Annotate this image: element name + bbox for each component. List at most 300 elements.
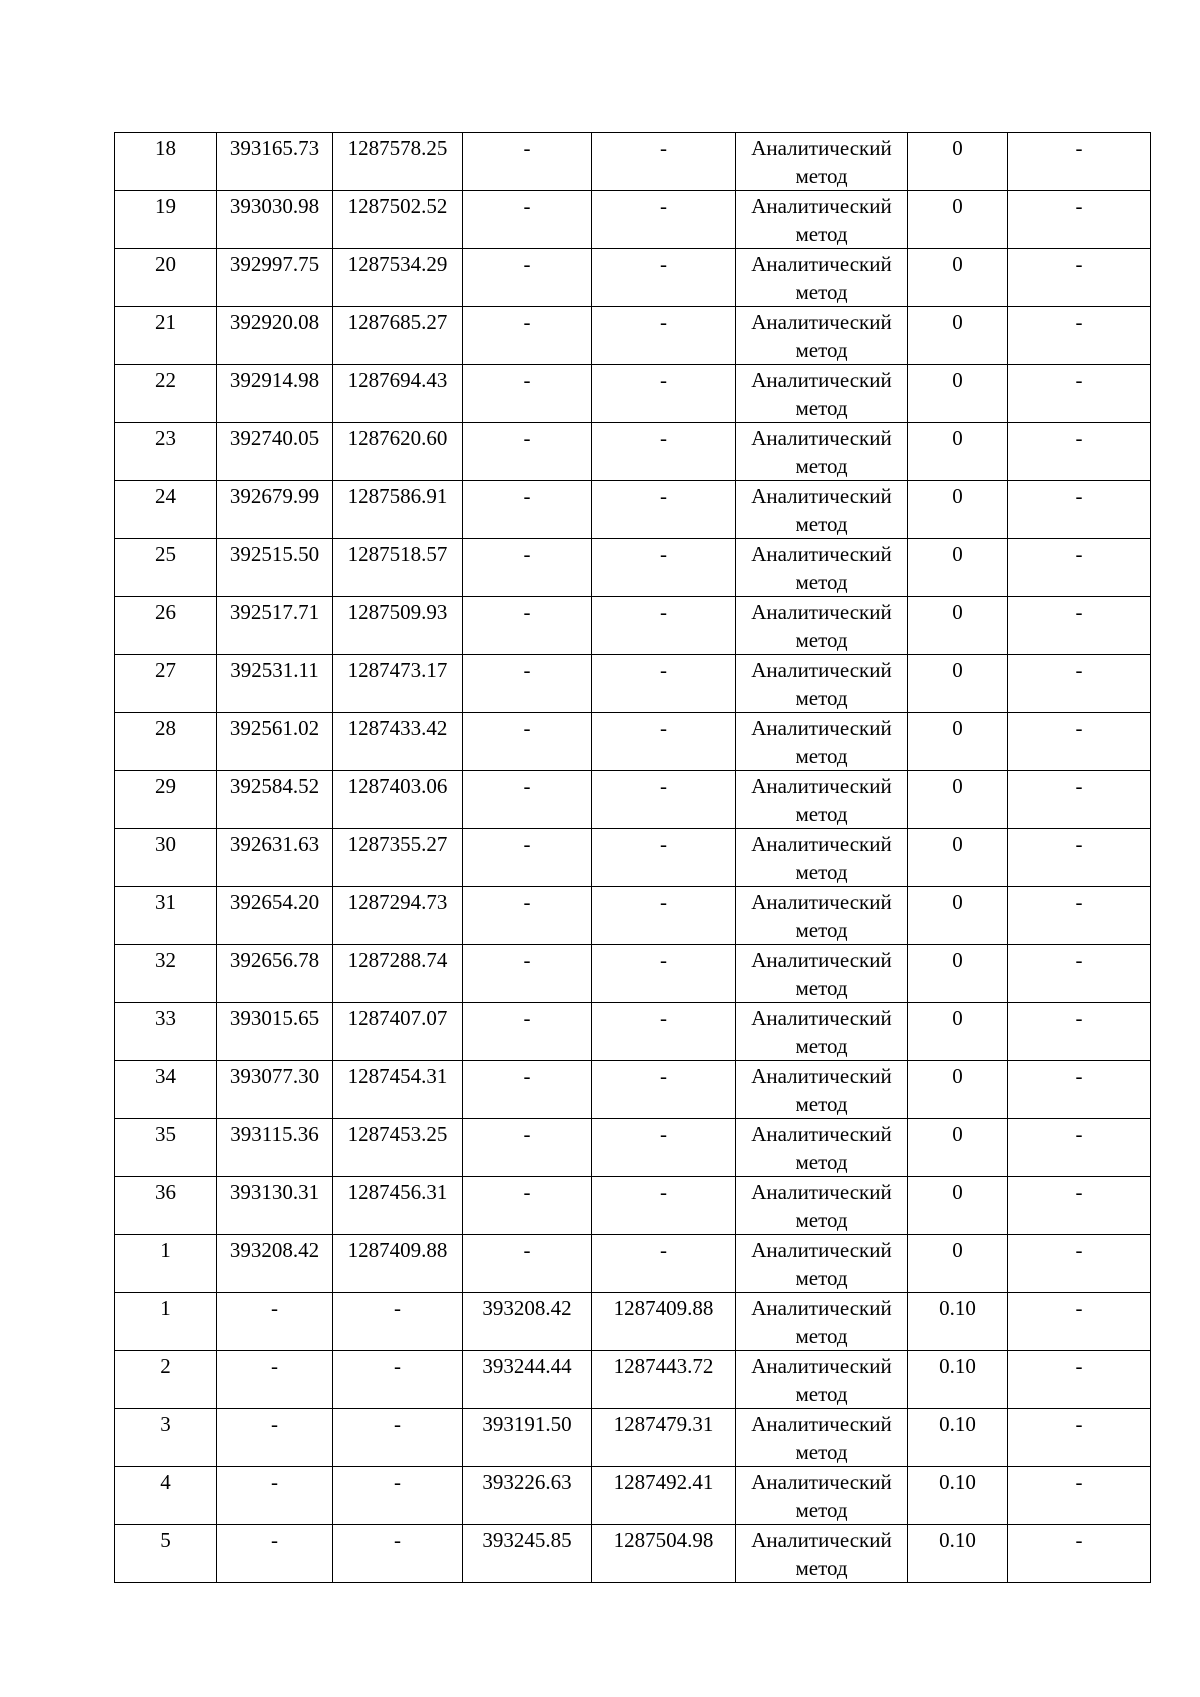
y-old-text: 1287456.31 [347, 1180, 448, 1204]
cell-method [736, 249, 908, 307]
method-text: Аналитический метод [751, 310, 892, 362]
cell-method [736, 713, 908, 771]
table-row [115, 1409, 1151, 1467]
x-new-text: 393244.44 [482, 1354, 572, 1378]
x-old-text: - [271, 1296, 278, 1320]
point-number-text: 19 [155, 194, 176, 218]
cell-note [1008, 1293, 1151, 1351]
table-row [115, 365, 1151, 423]
cell-accuracy [908, 713, 1008, 771]
cell-x-new [463, 1525, 592, 1583]
cell-x-new [463, 1467, 592, 1525]
y-new-text: - [660, 658, 667, 682]
method-text: Аналитический метод [751, 542, 892, 594]
y-new-text: 1287443.72 [613, 1354, 714, 1378]
accuracy-text: 0 [952, 484, 963, 508]
cell-y-old [333, 1525, 463, 1583]
y-old-text: 1287294.73 [347, 890, 448, 914]
cell-accuracy [908, 191, 1008, 249]
cell-point-number [115, 1525, 217, 1583]
y-new-text: 1287409.88 [613, 1296, 714, 1320]
cell-y-old [333, 1409, 463, 1467]
x-new-text: - [523, 832, 531, 856]
cell-y-old [333, 887, 463, 945]
cell-note [1008, 1177, 1151, 1235]
x-new-text: - [523, 368, 531, 392]
point-number-text: 30 [155, 832, 176, 856]
note-text: - [1075, 310, 1083, 334]
y-old-text: 1287473.17 [347, 658, 448, 682]
x-new-text: - [523, 716, 531, 740]
accuracy-text: 0 [952, 1180, 963, 1204]
cell-x-old [217, 1351, 333, 1409]
cell-y-old [333, 1061, 463, 1119]
x-new-text: - [523, 948, 531, 972]
x-new-text: - [523, 194, 531, 218]
note-text: - [1075, 426, 1083, 450]
cell-y-new [592, 771, 736, 829]
x-new-text: - [523, 252, 531, 276]
cell-x-new [463, 1119, 592, 1177]
cell-method [736, 423, 908, 481]
cell-accuracy [908, 887, 1008, 945]
cell-x-new [463, 1235, 592, 1293]
cell-note [1008, 1409, 1151, 1467]
cell-y-new [592, 249, 736, 307]
cell-note [1008, 481, 1151, 539]
y-new-text: - [660, 1180, 667, 1204]
x-new-text: - [523, 1122, 531, 1146]
x-old-text: 392740.05 [229, 426, 320, 450]
cell-point-number [115, 1293, 217, 1351]
cell-y-old [333, 945, 463, 1003]
table-row [115, 1235, 1151, 1293]
y-old-text: 1287407.07 [347, 1006, 448, 1030]
x-old-text: 392920.08 [229, 310, 320, 334]
table-body [115, 133, 1151, 1583]
method-text: Аналитический метод [751, 1006, 892, 1058]
cell-accuracy [908, 133, 1008, 191]
cell-method [736, 481, 908, 539]
cell-point-number [115, 133, 217, 191]
cell-y-new [592, 539, 736, 597]
accuracy-text: 0 [952, 542, 963, 566]
y-new-text: - [660, 890, 667, 914]
cell-y-new [592, 307, 736, 365]
method-text: Аналитический метод [751, 484, 892, 536]
x-old-text: 392584.52 [229, 774, 320, 798]
x-new-text: - [523, 1064, 531, 1088]
y-old-text: 1287685.27 [347, 310, 448, 334]
x-new-text: - [523, 1238, 531, 1262]
x-old-text: 392561.02 [229, 716, 320, 740]
cell-accuracy [908, 1061, 1008, 1119]
cell-method [736, 307, 908, 365]
table-row [115, 945, 1151, 1003]
cell-y-old [333, 133, 463, 191]
table-row [115, 887, 1151, 945]
point-number-text: 28 [155, 716, 176, 740]
cell-note [1008, 597, 1151, 655]
y-old-text: 1287694.43 [347, 368, 448, 392]
cell-method [736, 133, 908, 191]
x-old-text: 393208.42 [229, 1238, 320, 1262]
cell-accuracy [908, 539, 1008, 597]
x-old-text: 392517.71 [229, 600, 320, 624]
accuracy-text: 0 [952, 368, 963, 392]
table-row [115, 829, 1151, 887]
cell-note [1008, 945, 1151, 1003]
cell-x-old [217, 1293, 333, 1351]
cell-x-old [217, 597, 333, 655]
table-row [115, 423, 1151, 481]
note-text: - [1075, 1122, 1083, 1146]
cell-x-old [217, 1235, 333, 1293]
cell-y-new [592, 1351, 736, 1409]
cell-method [736, 1409, 908, 1467]
method-text: Аналитический метод [751, 1296, 892, 1348]
cell-x-new [463, 1177, 592, 1235]
cell-y-old [333, 771, 463, 829]
point-number-text: 26 [155, 600, 176, 624]
cell-note [1008, 1525, 1151, 1583]
cell-note [1008, 887, 1151, 945]
y-old-text: - [394, 1528, 401, 1552]
cell-y-new [592, 1409, 736, 1467]
cell-accuracy [908, 423, 1008, 481]
x-old-text: 392997.75 [229, 252, 320, 276]
table-row [115, 539, 1151, 597]
cell-point-number [115, 1177, 217, 1235]
y-old-text: 1287409.88 [347, 1238, 448, 1262]
cell-x-new [463, 1409, 592, 1467]
cell-note [1008, 713, 1151, 771]
cell-y-new [592, 133, 736, 191]
cell-x-old [217, 1119, 333, 1177]
point-number-text: 18 [155, 136, 176, 160]
cell-x-old [217, 945, 333, 1003]
cell-x-new [463, 481, 592, 539]
cell-y-old [333, 1235, 463, 1293]
point-number-text: 23 [155, 426, 176, 450]
table-row [115, 1119, 1151, 1177]
note-text: - [1075, 1006, 1083, 1030]
x-new-text: - [523, 484, 531, 508]
y-new-text: 1287492.41 [613, 1470, 714, 1494]
cell-x-new [463, 249, 592, 307]
cell-note [1008, 133, 1151, 191]
method-text: Аналитический метод [751, 194, 892, 246]
cell-point-number [115, 655, 217, 713]
x-old-text: 392531.11 [230, 658, 319, 682]
x-new-text: - [523, 658, 531, 682]
cell-point-number [115, 713, 217, 771]
cell-y-old [333, 1293, 463, 1351]
x-old-text: 392515.50 [229, 542, 320, 566]
note-text: - [1075, 484, 1083, 508]
accuracy-text: 0.10 [939, 1528, 976, 1552]
cell-note [1008, 539, 1151, 597]
cell-x-old [217, 307, 333, 365]
cell-x-old [217, 481, 333, 539]
cell-x-old [217, 829, 333, 887]
x-old-text: - [271, 1528, 278, 1552]
cell-note [1008, 771, 1151, 829]
note-text: - [1075, 136, 1083, 160]
cell-method [736, 945, 908, 1003]
x-old-text: 393077.30 [229, 1064, 320, 1088]
cell-method [736, 1061, 908, 1119]
accuracy-text: 0.10 [939, 1354, 976, 1378]
cell-x-new [463, 1351, 592, 1409]
cell-method [736, 1525, 908, 1583]
cell-accuracy [908, 1235, 1008, 1293]
x-old-text: 392914.98 [229, 368, 320, 392]
y-new-text: - [660, 136, 667, 160]
y-new-text: 1287504.98 [613, 1528, 714, 1552]
cell-y-old [333, 713, 463, 771]
cell-note [1008, 1351, 1151, 1409]
method-text: Аналитический метод [751, 1180, 892, 1232]
cell-note [1008, 307, 1151, 365]
y-old-text: - [394, 1470, 401, 1494]
cell-method [736, 1119, 908, 1177]
cell-x-old [217, 365, 333, 423]
y-old-text: - [394, 1412, 401, 1436]
note-text: - [1075, 1354, 1083, 1378]
point-number-text: 1 [160, 1296, 171, 1320]
cell-x-new [463, 539, 592, 597]
note-text: - [1075, 832, 1083, 856]
cell-y-new [592, 365, 736, 423]
cell-method [736, 1351, 908, 1409]
point-number-text: 33 [155, 1006, 176, 1030]
method-text: Аналитический метод [751, 774, 892, 826]
x-old-text: 393115.36 [230, 1122, 319, 1146]
table-row [115, 133, 1151, 191]
cell-x-new [463, 191, 592, 249]
x-new-text: - [523, 774, 531, 798]
method-text: Аналитический метод [751, 426, 892, 478]
note-text: - [1075, 774, 1083, 798]
cell-point-number [115, 307, 217, 365]
y-new-text: - [660, 948, 667, 972]
y-new-text: - [660, 426, 667, 450]
accuracy-text: 0 [952, 658, 963, 682]
cell-note [1008, 1061, 1151, 1119]
cell-point-number [115, 1061, 217, 1119]
point-number-text: 4 [160, 1470, 171, 1494]
table-row [115, 771, 1151, 829]
cell-y-new [592, 945, 736, 1003]
table-row [115, 1177, 1151, 1235]
x-new-text: 393191.50 [482, 1412, 572, 1436]
cell-method [736, 771, 908, 829]
point-number-text: 21 [155, 310, 176, 334]
note-text: - [1075, 1238, 1083, 1262]
table-row [115, 1061, 1151, 1119]
accuracy-text: 0 [952, 194, 963, 218]
note-text: - [1075, 1470, 1083, 1494]
cell-accuracy [908, 1003, 1008, 1061]
cell-y-new [592, 1525, 736, 1583]
cell-y-old [333, 1351, 463, 1409]
cell-accuracy [908, 1467, 1008, 1525]
cell-x-old [217, 191, 333, 249]
cell-note [1008, 191, 1151, 249]
cell-x-old [217, 713, 333, 771]
y-old-text: 1287355.27 [347, 832, 448, 856]
accuracy-text: 0 [952, 310, 963, 334]
table-row [115, 249, 1151, 307]
cell-point-number [115, 1409, 217, 1467]
cell-accuracy [908, 307, 1008, 365]
cell-point-number [115, 365, 217, 423]
method-text: Аналитический метод [751, 832, 892, 884]
x-old-text: - [271, 1470, 278, 1494]
cell-accuracy [908, 1351, 1008, 1409]
cell-x-new [463, 1003, 592, 1061]
accuracy-text: 0.10 [939, 1470, 976, 1494]
y-old-text: 1287509.93 [347, 600, 448, 624]
method-text: Аналитический метод [751, 1470, 892, 1522]
cell-x-new [463, 307, 592, 365]
x-old-text: 392656.78 [229, 948, 320, 972]
cell-method [736, 1293, 908, 1351]
cell-y-old [333, 597, 463, 655]
accuracy-text: 0.10 [939, 1412, 976, 1436]
accuracy-text: 0 [952, 600, 963, 624]
y-new-text: - [660, 1238, 667, 1262]
cell-y-old [333, 1467, 463, 1525]
point-number-text: 36 [155, 1180, 176, 1204]
method-text: Аналитический метод [751, 716, 892, 768]
cell-accuracy [908, 829, 1008, 887]
method-text: Аналитический метод [751, 1064, 892, 1116]
cell-method [736, 1003, 908, 1061]
y-old-text: 1287453.25 [347, 1122, 448, 1146]
cell-y-new [592, 1293, 736, 1351]
y-old-text: 1287288.74 [347, 948, 448, 972]
x-new-text: 393226.63 [482, 1470, 572, 1494]
cell-y-old [333, 307, 463, 365]
point-number-text: 27 [155, 658, 176, 682]
note-text: - [1075, 252, 1083, 276]
y-old-text: - [394, 1296, 401, 1320]
cell-y-old [333, 1177, 463, 1235]
cell-note [1008, 423, 1151, 481]
cell-note [1008, 1235, 1151, 1293]
cell-point-number [115, 829, 217, 887]
cell-point-number [115, 1003, 217, 1061]
cell-x-old [217, 1177, 333, 1235]
x-old-text: 393165.73 [229, 136, 320, 160]
note-text: - [1075, 658, 1083, 682]
note-text: - [1075, 1296, 1083, 1320]
cell-note [1008, 829, 1151, 887]
y-old-text: 1287502.52 [347, 194, 448, 218]
cell-x-old [217, 539, 333, 597]
cell-y-new [592, 1061, 736, 1119]
method-text: Аналитический метод [751, 600, 892, 652]
y-new-text: - [660, 1122, 667, 1146]
method-text: Аналитический метод [751, 890, 892, 942]
cell-accuracy [908, 365, 1008, 423]
cell-x-old [217, 1003, 333, 1061]
cell-note [1008, 365, 1151, 423]
cell-method [736, 597, 908, 655]
accuracy-text: 0 [952, 890, 963, 914]
cell-x-new [463, 597, 592, 655]
cell-accuracy [908, 771, 1008, 829]
cell-method [736, 887, 908, 945]
cell-y-new [592, 191, 736, 249]
y-new-text: - [660, 542, 667, 566]
x-old-text: 392679.99 [229, 484, 320, 508]
cell-accuracy [908, 655, 1008, 713]
cell-y-new [592, 713, 736, 771]
note-text: - [1075, 1064, 1083, 1088]
cell-x-new [463, 887, 592, 945]
point-number-text: 5 [160, 1528, 171, 1552]
cell-x-new [463, 945, 592, 1003]
cell-x-old [217, 887, 333, 945]
note-text: - [1075, 1528, 1083, 1552]
cell-point-number [115, 249, 217, 307]
cell-method [736, 1235, 908, 1293]
x-old-text: 393015.65 [229, 1006, 320, 1030]
cell-x-new [463, 423, 592, 481]
y-old-text: 1287578.25 [347, 136, 448, 160]
cell-x-old [217, 771, 333, 829]
accuracy-text: 0 [952, 1006, 963, 1030]
y-old-text: 1287454.31 [347, 1064, 448, 1088]
cell-method [736, 1467, 908, 1525]
table-row [115, 655, 1151, 713]
table-row [115, 481, 1151, 539]
cell-y-old [333, 423, 463, 481]
y-new-text: 1287479.31 [613, 1412, 714, 1436]
note-text: - [1075, 890, 1083, 914]
x-old-text: - [271, 1412, 278, 1436]
cell-accuracy [908, 481, 1008, 539]
y-new-text: - [660, 716, 667, 740]
note-text: - [1075, 600, 1083, 624]
cell-x-new [463, 133, 592, 191]
note-text: - [1075, 1412, 1083, 1436]
cell-x-old [217, 655, 333, 713]
x-new-text: - [523, 890, 531, 914]
accuracy-text: 0 [952, 1064, 963, 1088]
cell-y-new [592, 1235, 736, 1293]
method-text: Аналитический метод [751, 136, 892, 188]
cell-method [736, 655, 908, 713]
y-old-text: 1287403.06 [347, 774, 448, 798]
x-old-text: 392631.63 [229, 832, 320, 856]
method-text: Аналитический метод [751, 1412, 892, 1464]
table-row [115, 1467, 1151, 1525]
cell-y-new [592, 1467, 736, 1525]
x-new-text: - [523, 1006, 531, 1030]
cell-y-new [592, 597, 736, 655]
x-new-text: - [523, 1180, 531, 1204]
cell-method [736, 829, 908, 887]
accuracy-text: 0 [952, 252, 963, 276]
cell-y-new [592, 1003, 736, 1061]
x-old-text: 393030.98 [229, 194, 320, 218]
cell-point-number [115, 1119, 217, 1177]
y-new-text: - [660, 368, 667, 392]
